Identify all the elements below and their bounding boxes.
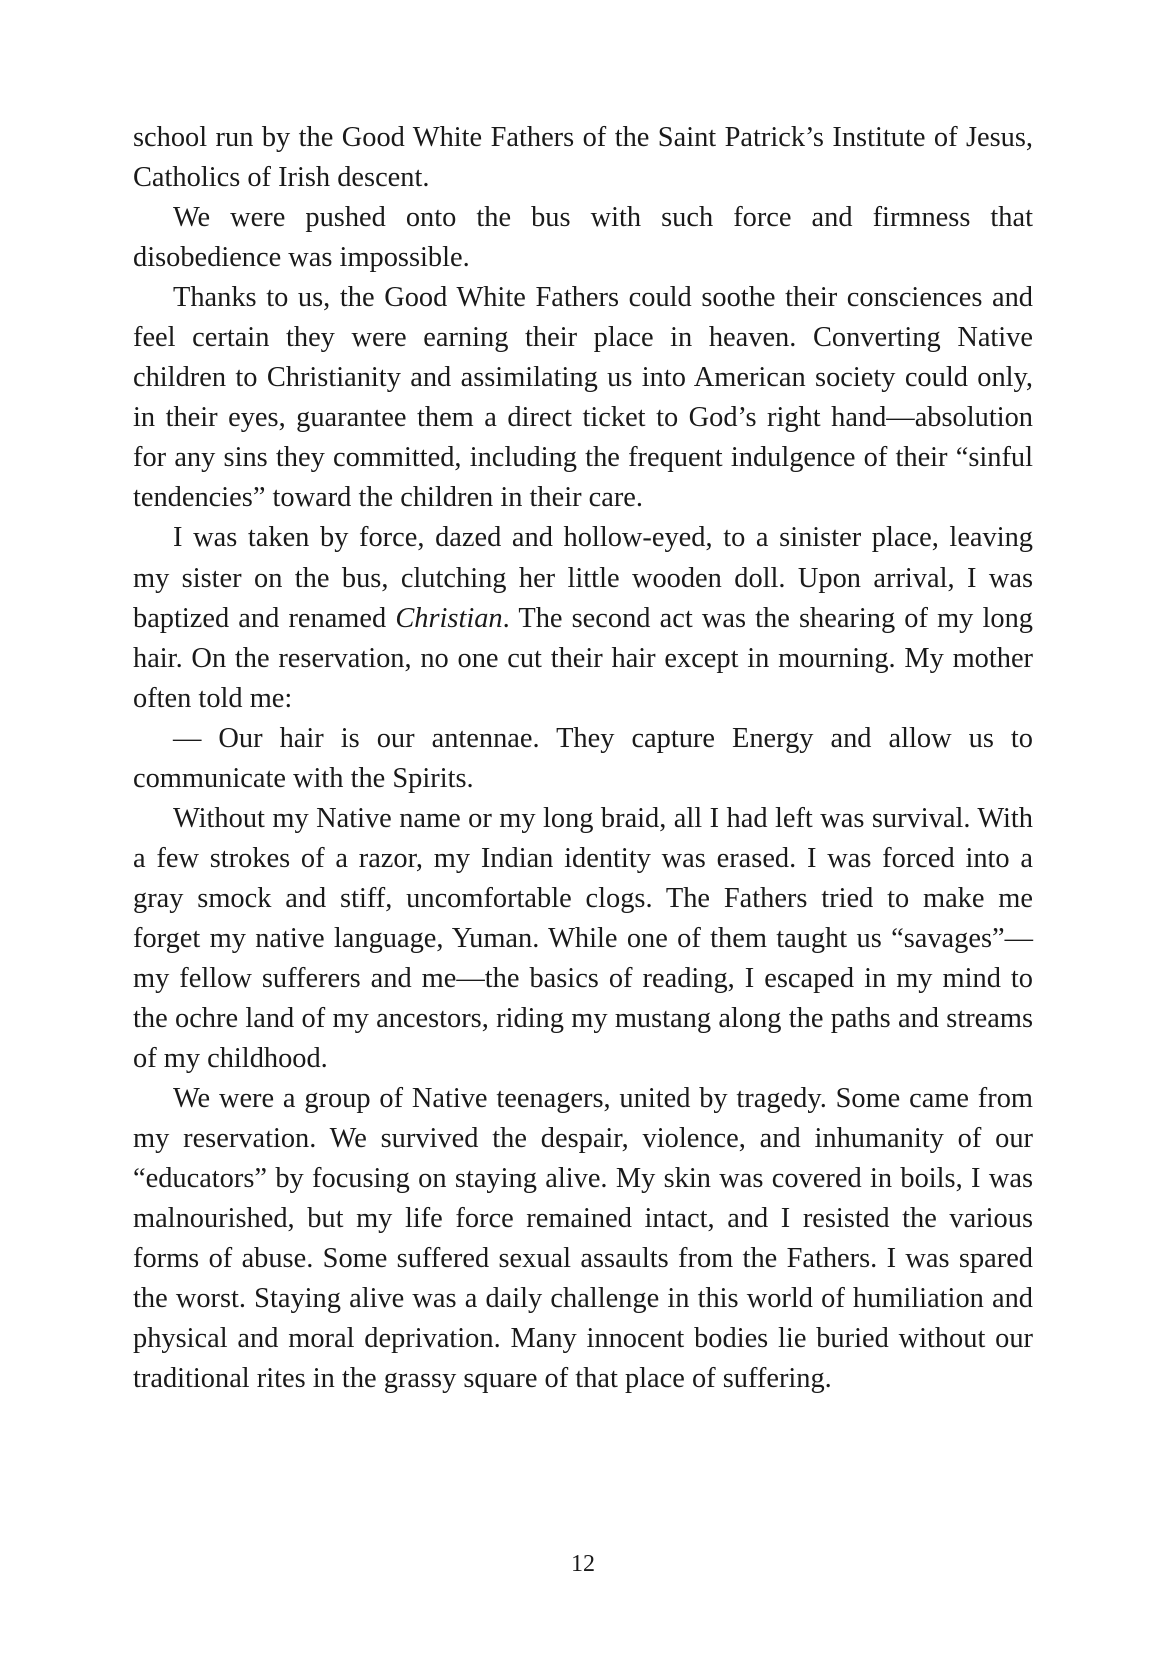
- paragraph-5: — Our hair is our antennae. They capture Energy and allow us to communicate with the Spirits.: [133, 722, 1033, 794]
- paragraph-6: Without my Native name or my long braid, all I had left was survival. With a few strokes of a razor, my Indian identity was erased. I was forced into a gray smock and stiff, uncomfortable clogs. The Fathers tried to make me forget my native language, Yuman. While one of them taught us “savages”—my fellow sufferers and me—the basics of reading, I escaped in my mind to the ochre land of my ancestors, riding my mustang along the paths and streams of my childhood.: [133, 802, 1033, 1075]
- paragraph-7: We were a group of Native teenagers, united by tragedy. Some came from my reservation. We survived the despair, violence, and inhumanity of our “educators” by focusing on staying alive. My skin was covered in boils, I was malnourished, but my life force remained intact, and I resisted the various forms of abuse. Some suffered sexual assaults from the Fathers. I was spared the worst. Staying alive was a daily challenge in this world of humiliation and physical and moral deprivation. Many innocent bodies lie buried without our traditional rites in the grassy square of that place of suffering.: [133, 1083, 1033, 1395]
- paragraph-4-emphasis: Christian: [395, 602, 503, 634]
- paragraph-3: Thanks to us, the Good White Fathers could soothe their consciences and feel certain they were earning their place in heaven. Converting Native children to Christianity and assimilating us into American society could only, in their eyes, guarantee them a direct ticket to God’s right hand—absolution for any sins they committed, including the frequent indulgence of their “sinful tendencies” toward the children in their care.: [133, 282, 1033, 514]
- paragraph-4-text-before: I was taken by force, dazed and hollow-eyed, to a sinister place, leaving my sister on the bus, clutching her little wooden doll. Upon arrival, I was baptized and renamed: [133, 522, 1033, 634]
- paragraph-1: school run by the Good White Fathers of the Saint Patrick’s Institute of Jesus, Catholics of Irish descent.: [133, 122, 1033, 194]
- paragraph-4-text-after: . The second act was the shearing of my long hair. On the reservation, no one cut their hair except in mourning. My mother often told me:: [133, 602, 1033, 714]
- paragraph-4: [133, 518, 1033, 718]
- page-number: 12: [571, 1551, 595, 1577]
- paragraph-2: We were pushed onto the bus with such force and firmness that disobedience was impossible.: [133, 202, 1033, 274]
- body-text: [133, 118, 1033, 1400]
